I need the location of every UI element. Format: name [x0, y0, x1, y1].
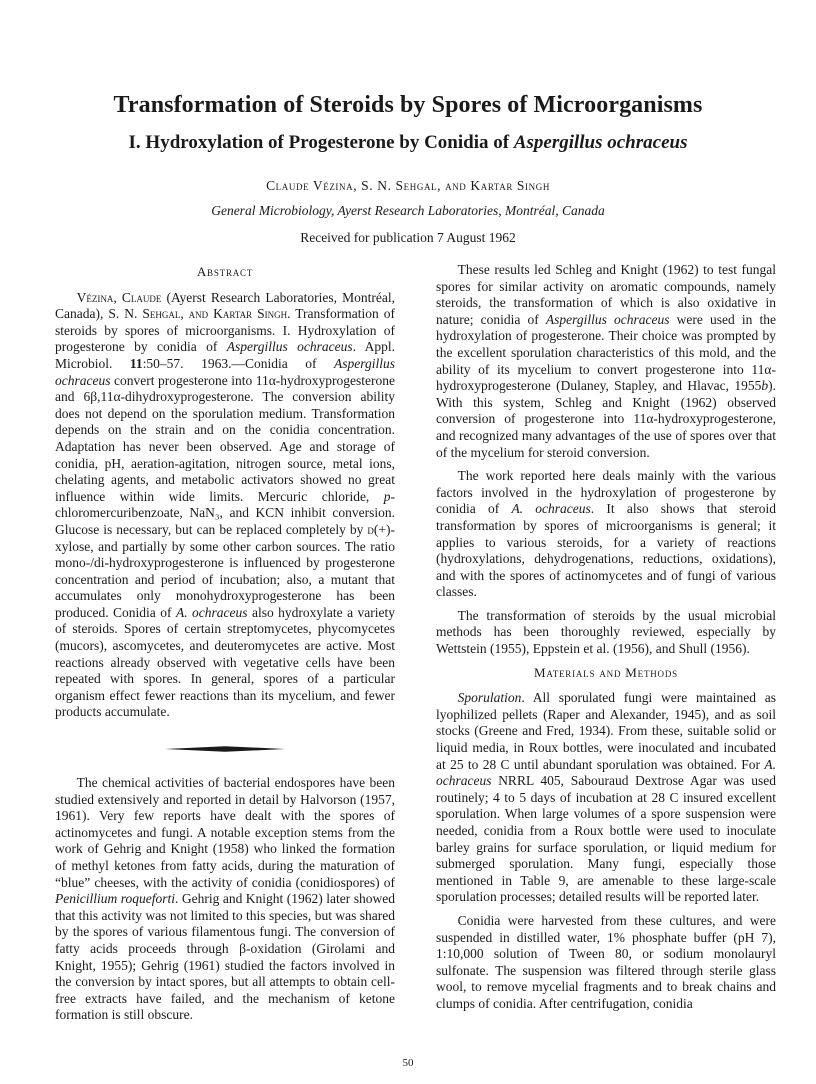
page-title: Transformation of Steroids by Spores of Microorganisms — [113, 92, 703, 118]
abstract-volume: 11 — [129, 355, 143, 371]
abstract-text: (+)-xylose, and partially by some other carbon sources. The ratio mono-/di-hydroxyprogesterone is influenced by progesterone concentration and period of incubation; also, a mutant that accumulates only monohydroxyprogesterone has been produced. Conidia of — [55, 521, 395, 620]
intro-paragraph — [436, 468, 776, 601]
abstract-italic-p: p — [383, 488, 391, 504]
abstract-text: also hydroxylate a variety of steroids. Spores of certain streptomycetes, phycomycetes (mucors), ascomycetes, and deuteromycetes are active. Most reactions already observed with vegetative cells have been repeated with spores. In general, spores of a particular organism effect fewer reactions than its mycelium, and fewer products accumulate. — [55, 604, 396, 720]
methods-species: A. ochraceus — [436, 756, 776, 789]
right-column — [436, 262, 776, 1020]
intro-text: These results led Schleg and Knight (1962) to test fungal spores for similar activity on aromatic compounds, namely steroids, the transformation of which is also oxidative in nature; conidia of — [436, 262, 776, 327]
intro-species: A. ochraceus — [511, 501, 591, 517]
intro-paragraph: The transformation of steroids by the usual microbial methods has been thoroughly reviewed, especially by Wettstein (1955), Eppstein et al. (1956), and Shull (1956). — [436, 607, 776, 657]
page-subtitle — [0, 132, 816, 154]
page-number: 50 — [402, 1057, 414, 1069]
abstract-text: . Transformation of steroids by spores of microorganisms. I. Hydroxylation of progesterone by conidia of — [55, 306, 395, 355]
abstract-paragraph — [55, 290, 395, 721]
citation-letter: b — [761, 378, 769, 394]
abstract-text: convert progesterone into 11α-hydroxyprogesterone and 6β,11α-dihydroxyprogesterone. The conversion ability does not depend on the sporulation medium. Transformation depends on the strain and on the conidia concentration. Adaptation has never been observed. Age and storage of conidia, pH, aeration-agitation, nitrogen source, metal ions, chelating agents, and metabolic activators showed no great influence within wide limits. Mercuric chloride, — [55, 372, 395, 504]
intro-text: were used in the hydroxylation of progesterone. Their choice was prompted by the excellent sporulation characteristics of this mold, and the ability of its mycelium to convert progesterone into 11α-hydroxyprogesterone (Dulaney, Stapley, and Hlavac, 1955 — [436, 311, 777, 394]
subtitle-text: I. Hydroxylation of Progesterone by Conidia of — [128, 132, 514, 153]
abstract-text: -chloromercuribenzoate, NaN₃, and KCN inhibit conversion. Glucose is necessary, but can be replaced completely by — [55, 488, 395, 537]
subtitle-species: Aspergillus ochraceus — [513, 132, 688, 153]
abstract-species: Aspergillus ochraceus — [226, 339, 353, 355]
intro-species: Aspergillus ochraceus — [545, 311, 670, 327]
methods-text: . All sporulated fungi were maintained as lyophilized pellets (Raper and Alexander, 1945), and as soil stocks (Greene and Fred, 1934). From these, suitable solid or liquid media, in Roux bottles, were inoculated and incubated at 25 to 28 C until abundant sporulation was obtained. For — [436, 690, 776, 772]
abstract-text: :50–57. 1963.—Conidia of — [142, 355, 334, 371]
methods-paragraph — [436, 690, 776, 906]
intro-text: The work reported here deals mainly with the various factors involved in the hydroxylation of progesterone by conidia of — [436, 468, 776, 517]
abstract-d-letter: d — [367, 521, 374, 537]
intro-text: . Gehrig and Knight (1962) later showed that this activity was not limited to this species, but was shared by the spores of various filamentous fungi. The conversion of fatty acids proceeds through β-oxidation (Girolami and Knight, 1955); Gehrig (1961) studied the factors involved in the conversion by intact spores, but all attempts to obtain cell-free extracts have failed, and the mechanism of ketone formation is still obscure. — [55, 891, 396, 1023]
intro-paragraph — [436, 262, 776, 461]
abstract-author1: Vézina, Claude — [76, 289, 162, 305]
intro-paragraph — [55, 775, 395, 1024]
received-date: Received for publication 7 August 1962 — [300, 230, 516, 245]
author-list: Claude Vézina, S. N. Sehgal, and Kartar Singh — [266, 178, 550, 193]
abstract-author2: S. N. Sehgal, and Kartar Singh — [108, 306, 288, 322]
abstract-text: . Appl. Microbiol. — [55, 339, 395, 371]
intro-text: The chemical activities of bacterial endospores have been studied extensively and reported in detail by Halvorson (1957, 1961). Very few reports have dealt with the spores of actinomycetes and fungi. A notable exception stems from the work of Gehrig and Knight (1958) who linked the formation of methyl ketones from fatty acids, during the maturation of “blue” cheeses, with the activity of conidia (conidiospores) of — [55, 775, 395, 890]
section-divider-ornament — [165, 745, 285, 753]
methods-subheading: Sporulation — [457, 690, 522, 706]
intro-text: ). With this system, Schleg and Knight (1962) observed conversion of progesterone into 11α-hydroxyprogesterone, and recognized many advantages of the use of spores over that of the mycelium for steroid conversion. — [436, 378, 776, 460]
methods-heading: Materials and Methods — [534, 664, 678, 680]
abstract-species: Aspergillus ochraceus — [55, 355, 396, 388]
intro-species: Penicillium roqueforti — [55, 891, 175, 907]
abstract-species: A. ochraceus — [175, 604, 248, 620]
abstract-heading: Abstract — [196, 264, 254, 279]
left-column — [55, 262, 395, 1031]
intro-text: . It also shows that steroid transformation by spores of microorganisms is general; it applies to various steroids, for a variety of reactions (hydroxylations, dehydrogenations, reductions, oxidations), and with the spores of actinomycetes and of fungi of various classes. — [436, 501, 776, 600]
methods-paragraph: Conidia were harvested from these cultures, and were suspended in distilled water, 1% phosphate buffer (pH 7), 1:10,000 solution of Tween 80, or sodium monolauryl sulfonate. The suspension was filtered through sterile glass wool, to remove mycelial fragments and to break chains and clumps of conidia. After centrifugation, conidia — [436, 912, 776, 1011]
affiliation: General Microbiology, Ayerst Research Laboratories, Montréal, Canada — [211, 203, 605, 218]
methods-text: NRRL 405, Sabouraud Dextrose Agar was used routinely; 4 to 5 days of incubation at 28 C insured excellent sporulation. When large volumes of a spore suspension were needed, conidia from a Roux bottle were used to inoculate barley grains for surface sporulation, or liquid medium for submerged sporulation. Many fungi, especially those mentioned in Table 9, are amenable to these large-scale sporulation processes; detailed results will be reported later. — [436, 773, 776, 905]
abstract-text: (Ayerst Research Laboratories, Montréal, Canada), — [55, 289, 395, 322]
